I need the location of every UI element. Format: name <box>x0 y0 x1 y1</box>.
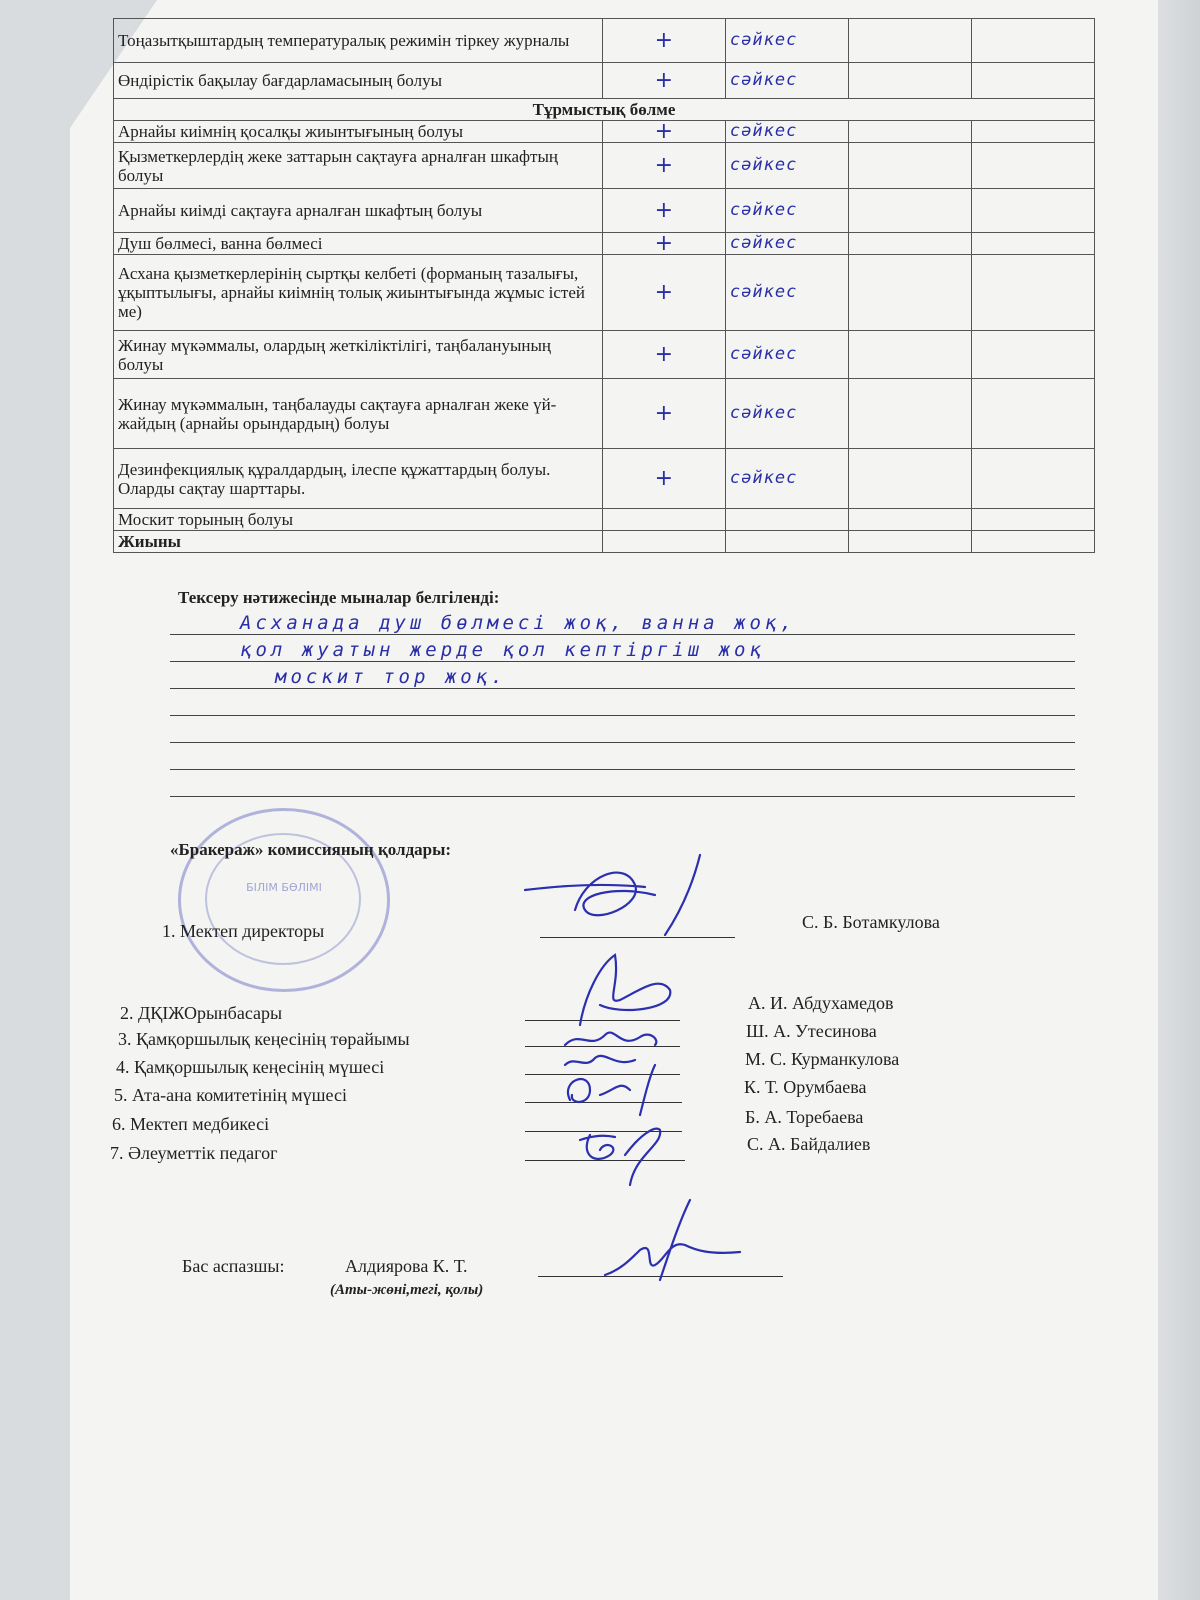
member-role: 1. Мектеп директоры <box>162 921 325 941</box>
table-row <box>114 189 1095 233</box>
criterion-cell: Асхана қызметкерлерінің сыртқы келбеті (форманың тазалығы, ұқыптылығы, арнайы киімнің толық жиынтығында жұмыс істей ме) <box>114 255 603 331</box>
result-cell: сәйкес <box>725 19 848 63</box>
mark-cell: + <box>602 449 725 509</box>
chef-label: Бас аспазшы: <box>182 1256 285 1276</box>
criterion-cell: Жинау мүкәммалын, таңбалауды сақтауға арналған жеке үй-жайдың (арнайы орындардың) болуы <box>114 379 603 449</box>
empty-cell <box>848 449 971 509</box>
criterion-cell: Москит торының болуы <box>114 509 603 531</box>
criterion-cell: Арнайы киімнің қосалқы жиынтығының болуы <box>114 121 603 143</box>
result-cell: сәйкес <box>725 63 848 99</box>
table-row <box>114 143 1095 189</box>
checklist-table <box>113 18 1095 553</box>
empty-cell <box>848 19 971 63</box>
ruled-line <box>170 664 1075 689</box>
criterion-cell: Қызметкерлердің жеке заттарын сақтауға арналған шкафтың болуы <box>114 143 603 189</box>
ruled-line <box>170 718 1075 743</box>
empty-cell <box>848 255 971 331</box>
empty-cell <box>971 19 1094 63</box>
mark-cell: + <box>602 379 725 449</box>
member-role: 7. Әлеуметтік педагог <box>110 1143 278 1163</box>
member-name: С. Б. Ботамкулова <box>802 912 940 932</box>
empty-cell <box>848 63 971 99</box>
empty-cell <box>848 121 971 143</box>
handwritten-note: москит тор жоқ. <box>275 666 507 688</box>
criterion-cell: Өндірістік бақылау бағдарламасының болуы <box>114 63 603 99</box>
table-row <box>114 449 1095 509</box>
empty-cell <box>848 143 971 189</box>
empty-cell <box>971 189 1094 233</box>
member-name: А. И. Абдухамедов <box>748 993 894 1013</box>
signature-social-pedagogue <box>575 1125 675 1195</box>
handwritten-note: қол жуатын жерде қол кептіргіш жоқ <box>240 639 765 661</box>
result-cell: сәйкес <box>725 121 848 143</box>
empty-cell <box>971 531 1094 553</box>
member-role: 2. ДҚІЖОрынбасары <box>120 1003 283 1023</box>
mark-cell: + <box>602 19 725 63</box>
official-stamp <box>178 808 390 992</box>
ruled-line <box>170 637 1075 662</box>
signature-parent-committee <box>560 1060 660 1120</box>
empty-cell <box>971 379 1094 449</box>
mark-cell: + <box>602 63 725 99</box>
signature-deputy <box>560 955 690 1035</box>
member-role: 6. Мектеп медбикесі <box>112 1114 270 1134</box>
empty-cell <box>971 143 1094 189</box>
mark-cell: + <box>602 233 725 255</box>
ruled-line <box>170 610 1075 635</box>
signature-chef <box>600 1200 750 1290</box>
empty-cell <box>848 331 971 379</box>
empty-cell <box>848 531 971 553</box>
empty-cell <box>848 189 971 233</box>
handwritten-note: Асханада душ бөлмесі жоқ, ванна жоқ, <box>240 612 796 634</box>
member-role: 5. Ата-ана комитетінің мүшесі <box>114 1085 347 1105</box>
result-cell: сәйкес <box>725 449 848 509</box>
table-row <box>114 379 1095 449</box>
empty-cell <box>971 331 1094 379</box>
empty-cell <box>971 121 1094 143</box>
empty-cell <box>848 233 971 255</box>
ruled-line <box>170 691 1075 716</box>
mark-cell: + <box>602 121 725 143</box>
results-label: Тексеру нәтижесінде мыналар белгіленді: <box>178 588 500 607</box>
result-cell <box>725 531 848 553</box>
stamp-text: БІЛІМ БӨЛІМІ <box>246 881 322 894</box>
total-row <box>114 531 1095 553</box>
member-name: Б. А. Торебаева <box>745 1107 864 1127</box>
table-row <box>114 509 1095 531</box>
section-row <box>114 99 1095 121</box>
chef-name: Алдиярова К. Т. <box>345 1256 468 1276</box>
mark-cell: + <box>602 143 725 189</box>
criterion-cell: Жинау мүкәммалы, олардың жеткіліктілігі, таңбалануының болуы <box>114 331 603 379</box>
result-cell: сәйкес <box>725 331 848 379</box>
empty-cell <box>971 233 1094 255</box>
section-title: Тұрмыстық бөлме <box>114 99 1095 121</box>
member-name: С. А. Байдалиев <box>747 1134 871 1154</box>
result-cell <box>725 509 848 531</box>
member-role: 3. Қамқоршылық кеңесінің төрайымы <box>118 1029 410 1049</box>
criterion-cell: Арнайы киімді сақтауға арналған шкафтың болуы <box>114 189 603 233</box>
member-name: Ш. А. Утесинова <box>746 1021 877 1041</box>
member-role: 4. Қамқоршылық кеңесінің мүшесі <box>116 1057 385 1077</box>
commission-title: «Бракераж» комиссияның қолдары: <box>170 840 452 859</box>
empty-cell <box>971 449 1094 509</box>
mark-cell: + <box>602 331 725 379</box>
empty-cell <box>848 379 971 449</box>
mark-cell <box>602 509 725 531</box>
result-cell: сәйкес <box>725 143 848 189</box>
result-cell: сәйкес <box>725 233 848 255</box>
result-cell: сәйкес <box>725 189 848 233</box>
member-name: К. Т. Орумбаева <box>744 1077 867 1097</box>
results-lines <box>170 610 1075 799</box>
result-cell: сәйкес <box>725 255 848 331</box>
mark-cell: + <box>602 255 725 331</box>
table-row <box>114 233 1095 255</box>
criterion-cell: Тоңазытқыштардың температуралық режимін тіркеу журналы <box>114 19 603 63</box>
chef-hint: (Аты-жөні,тегі, қолы) <box>330 1282 484 1298</box>
empty-cell <box>848 509 971 531</box>
table-row <box>114 121 1095 143</box>
table-row <box>114 331 1095 379</box>
table-row <box>114 19 1095 63</box>
ruled-line <box>170 745 1075 770</box>
result-cell: сәйкес <box>725 379 848 449</box>
mark-cell: + <box>602 189 725 233</box>
empty-cell <box>971 255 1094 331</box>
signature-director <box>525 855 725 945</box>
mark-cell <box>602 531 725 553</box>
table-row <box>114 255 1095 331</box>
criterion-cell: Душ бөлмесі, ванна бөлмесі <box>114 233 603 255</box>
empty-cell <box>971 63 1094 99</box>
table-row <box>114 63 1095 99</box>
total-label: Жиыны <box>114 531 603 553</box>
member-name: М. С. Курманкулова <box>745 1049 900 1069</box>
ruled-line <box>170 772 1075 797</box>
empty-cell <box>971 509 1094 531</box>
criterion-cell: Дезинфекциялық құралдардың, ілеспе құжаттардың болуы. Оларды сақтау шарттары. <box>114 449 603 509</box>
